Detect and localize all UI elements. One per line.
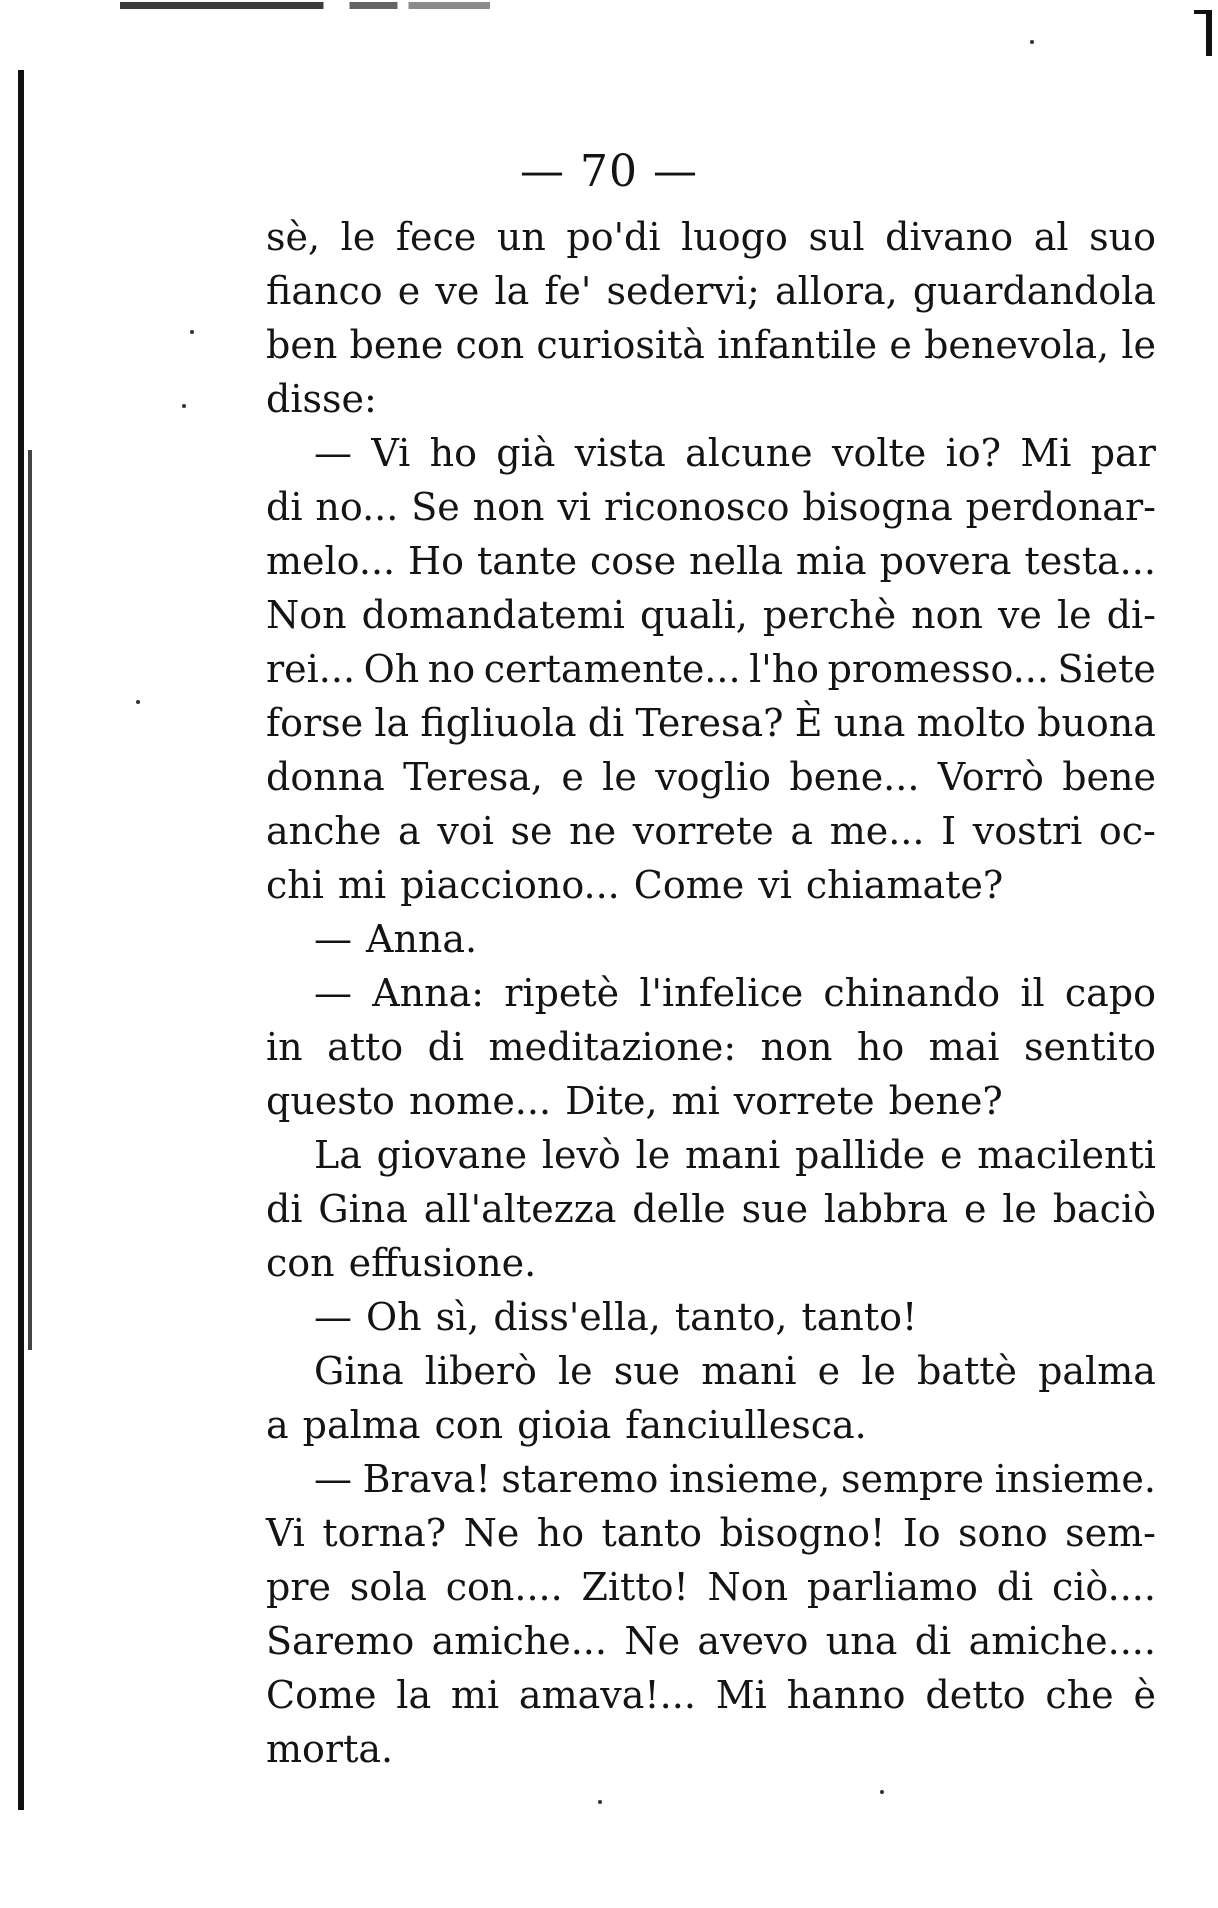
text-line <box>266 534 1156 588</box>
word: la <box>374 701 410 745</box>
word: ciò.... <box>1051 1565 1156 1609</box>
text-line <box>266 210 1156 264</box>
word: è <box>1133 1673 1156 1717</box>
word: bene <box>1062 755 1156 799</box>
word: I <box>941 809 957 853</box>
word: luogo <box>681 215 788 259</box>
word: Vorrò <box>937 755 1044 799</box>
scan-speck <box>880 1790 884 1794</box>
word: tanto <box>601 1511 703 1555</box>
word: mi <box>450 1673 500 1717</box>
word: palma <box>302 1403 421 1447</box>
word: delle <box>632 1187 726 1231</box>
word: staremo <box>501 1457 659 1501</box>
scan-speck <box>182 404 186 408</box>
word: guardandola <box>912 269 1156 313</box>
word: fianco <box>266 269 383 313</box>
word: Ho <box>408 539 465 583</box>
word: po'di <box>566 215 661 259</box>
word: capo <box>1064 971 1156 1015</box>
word: disse: <box>266 377 377 421</box>
word: baciò <box>1052 1187 1156 1231</box>
word: Teresa? <box>635 701 784 745</box>
word: Vi <box>371 431 411 475</box>
word: Non <box>266 593 347 637</box>
scan-edge-bar-inner <box>28 450 32 1350</box>
word: chi <box>266 863 324 907</box>
word: pre <box>266 1565 331 1609</box>
word: ve <box>435 269 480 313</box>
word: povera <box>879 539 1012 583</box>
word: di- <box>1106 593 1156 637</box>
word: volte <box>832 431 927 475</box>
text-line <box>266 1506 1156 1560</box>
word: la <box>396 1673 432 1717</box>
word: suo <box>1089 215 1156 259</box>
word: non <box>472 485 545 529</box>
word: Dite, <box>565 1079 658 1123</box>
word: una <box>825 1619 898 1663</box>
word: Oh <box>366 1295 422 1339</box>
word: Come <box>266 1673 377 1717</box>
word: con <box>434 1403 504 1447</box>
word: sue <box>613 1349 681 1393</box>
word: ho <box>856 1025 905 1069</box>
word: non <box>911 593 983 637</box>
text-line <box>266 480 1156 534</box>
word: Ne <box>624 1619 681 1663</box>
word: avevo <box>697 1619 809 1663</box>
word: e <box>561 755 584 799</box>
page-number: — 70 — <box>520 146 698 197</box>
word: divano <box>885 215 1014 259</box>
word: meditazione: <box>488 1025 737 1069</box>
text-line <box>266 1074 1156 1128</box>
word: ben <box>266 323 338 367</box>
word: le <box>602 755 637 799</box>
word: liberò <box>424 1349 537 1393</box>
word: bene... <box>789 755 920 799</box>
word: anche <box>266 809 382 853</box>
word: vostri <box>972 809 1083 853</box>
word: le <box>861 1349 896 1393</box>
text-line <box>266 1452 1156 1506</box>
word: hanno <box>786 1673 906 1717</box>
word: ho <box>429 431 477 475</box>
word: le <box>1056 593 1092 637</box>
word: no... <box>315 485 399 529</box>
text-line <box>266 1236 1156 1290</box>
word: insieme, <box>668 1457 831 1501</box>
word: Brava! <box>362 1457 491 1501</box>
word: vorrete <box>632 809 774 853</box>
word: detto <box>925 1673 1026 1717</box>
word: mai <box>928 1025 1000 1069</box>
word: sì, <box>435 1295 480 1339</box>
word: morta. <box>266 1727 394 1771</box>
word: mia <box>795 539 867 583</box>
word: di <box>587 701 625 745</box>
word: Non <box>707 1565 789 1609</box>
word: e <box>940 1133 963 1177</box>
word: testa... <box>1024 539 1156 583</box>
word: La <box>314 1133 362 1177</box>
word: certamente... <box>483 647 741 691</box>
word: — <box>314 971 352 1015</box>
word: Gina <box>318 1187 408 1231</box>
word: una <box>833 701 906 745</box>
word: riconosco <box>604 485 790 529</box>
word: Anna. <box>366 917 478 961</box>
word: Se <box>411 485 460 529</box>
text-line <box>266 1020 1156 1074</box>
text-line <box>266 372 1156 426</box>
word: sem- <box>1065 1511 1156 1555</box>
text-line <box>266 264 1156 318</box>
word: — <box>314 917 352 961</box>
word: sentito <box>1023 1025 1156 1069</box>
word: sola <box>349 1565 427 1609</box>
word: melo... <box>266 539 396 583</box>
word: ho <box>536 1511 585 1555</box>
word: Vi <box>266 1511 305 1555</box>
word: questo <box>266 1079 395 1123</box>
scan-speck <box>136 700 140 704</box>
text-line <box>266 1398 1156 1452</box>
word: Ne <box>463 1511 520 1555</box>
word: con <box>455 323 525 367</box>
word: Anna: <box>372 971 485 1015</box>
word: pallide <box>795 1133 926 1177</box>
text-line <box>266 1614 1156 1668</box>
text-line <box>266 1290 1156 1344</box>
word: io? <box>945 431 1001 475</box>
word: Mi <box>1020 431 1072 475</box>
word: tanto, <box>674 1295 788 1339</box>
word: Gina <box>314 1349 404 1393</box>
word: insieme. <box>994 1457 1156 1501</box>
word: parliamo <box>806 1565 978 1609</box>
word: — <box>314 1457 352 1501</box>
text-line <box>266 696 1156 750</box>
word: fe' <box>544 269 592 313</box>
word: di <box>914 1619 952 1663</box>
word: vi <box>758 863 792 907</box>
word: bene <box>349 323 444 367</box>
word: par <box>1090 431 1156 475</box>
word: Zitto! <box>581 1565 689 1609</box>
word: bene? <box>888 1079 1003 1123</box>
scan-speck <box>598 1800 602 1804</box>
word: atto <box>327 1025 404 1069</box>
text-line <box>266 426 1156 480</box>
word: con <box>266 1241 335 1285</box>
word: sono <box>957 1511 1048 1555</box>
word: il <box>1020 971 1045 1015</box>
word: nome... <box>408 1079 552 1123</box>
word: effusione. <box>348 1241 537 1285</box>
word: cose <box>590 539 677 583</box>
word: in <box>266 1025 303 1069</box>
word: le <box>340 215 376 259</box>
word: rei... <box>266 647 356 691</box>
word: Mi <box>715 1673 767 1717</box>
word: l'infelice <box>639 971 804 1015</box>
word: fece <box>395 215 477 259</box>
word: donna <box>266 755 385 799</box>
word: bisogno! <box>719 1511 886 1555</box>
word: figliuola <box>420 701 577 745</box>
word: fanciullesca. <box>625 1403 867 1447</box>
word: all'altezza <box>423 1187 617 1231</box>
word: mani <box>684 1133 781 1177</box>
word: ve <box>997 593 1042 637</box>
word: buona <box>1037 701 1156 745</box>
word: È <box>794 701 823 745</box>
word: forse <box>266 701 364 745</box>
word: diss'ella, <box>493 1295 661 1339</box>
word: di <box>266 1187 303 1231</box>
word: — <box>314 1295 352 1339</box>
word: l'ho <box>749 647 820 691</box>
scan-speck <box>1030 40 1034 44</box>
word: domandatemi <box>361 593 625 637</box>
word: amiche... <box>431 1619 607 1663</box>
word: un <box>496 215 546 259</box>
word: giovane <box>376 1133 528 1177</box>
word: al <box>1033 215 1069 259</box>
word: molto <box>916 701 1026 745</box>
word: e <box>889 323 912 367</box>
word: labbra <box>823 1187 949 1231</box>
word: torna? <box>322 1511 447 1555</box>
text-line <box>266 912 1156 966</box>
word: di <box>427 1025 465 1069</box>
text-line <box>266 804 1156 858</box>
word: che <box>1045 1673 1114 1717</box>
scan-edge-bar <box>18 70 24 1810</box>
text-line <box>266 750 1156 804</box>
word: Oh <box>363 647 420 691</box>
text-line <box>266 1344 1156 1398</box>
text-line <box>266 588 1156 642</box>
word: sue <box>741 1187 809 1231</box>
word: voi <box>437 809 494 853</box>
word: e <box>817 1349 841 1393</box>
word: nella <box>689 539 783 583</box>
word: a <box>790 809 814 853</box>
word: benevola, <box>924 323 1110 367</box>
text-line <box>266 1722 1156 1776</box>
text-line <box>266 966 1156 1020</box>
word: voglio <box>655 755 772 799</box>
word: Siete <box>1057 647 1156 691</box>
word: Come <box>633 863 745 907</box>
word: promesso... <box>827 647 1049 691</box>
word: e <box>397 269 421 313</box>
text-line <box>266 1182 1156 1236</box>
word: macilenti <box>977 1133 1156 1177</box>
word: se <box>510 809 553 853</box>
word: bisogna <box>802 485 953 529</box>
word: le <box>1121 323 1156 367</box>
word: battè <box>916 1349 1017 1393</box>
word: chinando <box>823 971 1001 1015</box>
text-line <box>266 858 1156 912</box>
word: chiamate? <box>805 863 1004 907</box>
word: a <box>266 1403 289 1447</box>
word: oc- <box>1098 809 1156 853</box>
word: mi <box>671 1079 720 1123</box>
word: di <box>996 1565 1034 1609</box>
word: Teresa, <box>403 755 543 799</box>
text-line <box>266 1668 1156 1722</box>
word: con.... <box>445 1565 563 1609</box>
word: ripetè <box>504 971 620 1015</box>
word: vorrete <box>733 1079 875 1123</box>
word: amiche.... <box>968 1619 1156 1663</box>
text-line <box>266 1128 1156 1182</box>
word: amava!... <box>518 1673 696 1717</box>
word: sedervi; <box>606 269 760 313</box>
word: già <box>496 431 556 475</box>
word: tanto! <box>801 1295 918 1339</box>
word: vi <box>557 485 592 529</box>
word: alcune <box>685 431 813 475</box>
word: palma <box>1038 1349 1156 1393</box>
word: allora, <box>774 269 898 313</box>
word: sè, <box>266 215 321 259</box>
scan-corner-mark <box>1206 10 1212 56</box>
word: me... <box>829 809 925 853</box>
word: gioia <box>517 1403 612 1447</box>
word: ne <box>569 809 617 853</box>
word: tante <box>476 539 578 583</box>
word: perdonar- <box>965 485 1156 529</box>
word: le <box>635 1133 671 1177</box>
word: no <box>427 647 476 691</box>
text-line <box>266 1560 1156 1614</box>
word: e <box>963 1187 987 1231</box>
word: Saremo <box>266 1619 415 1663</box>
word: mi <box>337 863 387 907</box>
scan-speck <box>190 330 194 334</box>
text-line <box>266 318 1156 372</box>
word: infantile <box>717 323 878 367</box>
word: le <box>1002 1187 1037 1231</box>
word: perchè <box>762 593 897 637</box>
word: — <box>314 431 352 475</box>
word: a <box>398 809 421 853</box>
word: mani <box>701 1349 797 1393</box>
scan-top-artifact <box>120 2 490 9</box>
word: levò <box>541 1133 621 1177</box>
word: non <box>760 1025 833 1069</box>
word: la <box>494 269 530 313</box>
word: piacciono... <box>400 863 620 907</box>
word: sul <box>808 215 865 259</box>
word: curiosità <box>536 323 705 367</box>
text-line <box>266 642 1156 696</box>
word: vista <box>574 431 666 475</box>
scan-left-edge <box>0 70 44 1810</box>
word: le <box>557 1349 593 1393</box>
word: quali, <box>639 593 748 637</box>
word: Io <box>902 1511 941 1555</box>
page-body <box>266 210 1156 1776</box>
word: sempre <box>840 1457 984 1501</box>
word: di <box>266 485 303 529</box>
